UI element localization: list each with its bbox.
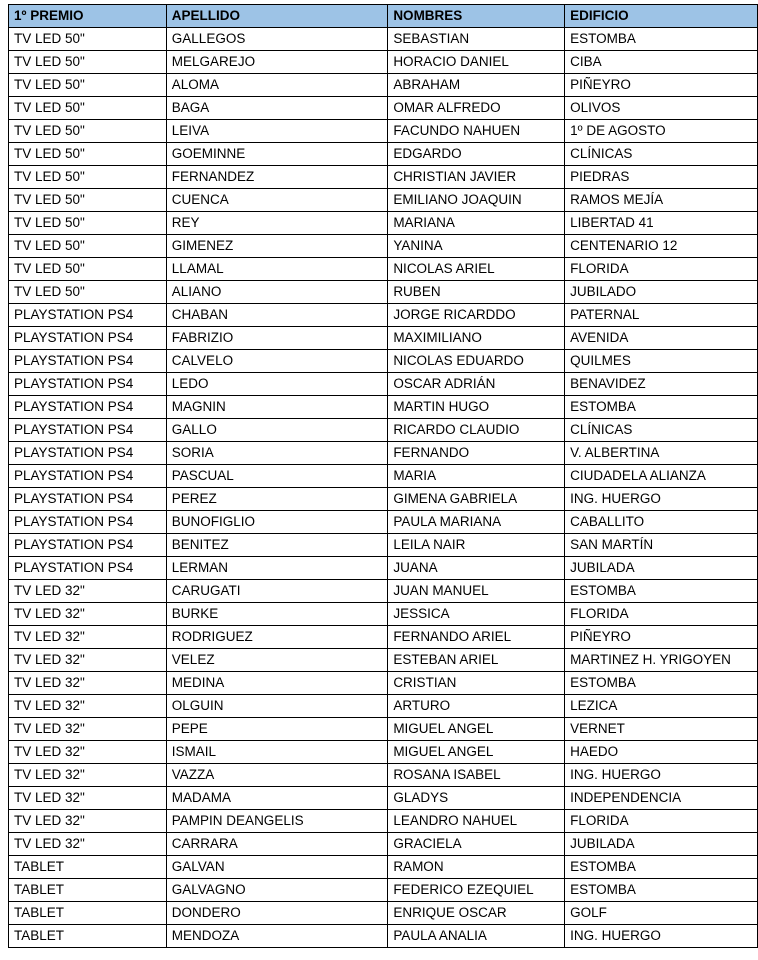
table-row (9, 603, 758, 626)
table-row (9, 925, 758, 948)
apellido-cell: ALOMA (166, 74, 388, 97)
edificio-cell: FLORIDA (565, 810, 758, 833)
nombres-cell: GIMENA GABRIELA (388, 488, 565, 511)
column-header-apellido: APELLIDO (166, 5, 388, 28)
edificio-cell: LEZICA (565, 695, 758, 718)
apellido-cell: CUENCA (166, 189, 388, 212)
edificio-cell: PIÑEYRO (565, 74, 758, 97)
apellido-cell: PASCUAL (166, 465, 388, 488)
edificio-cell: FLORIDA (565, 258, 758, 281)
apellido-cell: CARRARA (166, 833, 388, 856)
table-row (9, 787, 758, 810)
apellido-cell: FERNANDEZ (166, 166, 388, 189)
premio-cell: PLAYSTATION PS4 (9, 488, 167, 511)
apellido-cell: PEPE (166, 718, 388, 741)
nombres-cell: RAMON (388, 856, 565, 879)
column-header-edificio: EDIFICIO (565, 5, 758, 28)
apellido-cell: LERMAN (166, 557, 388, 580)
apellido-cell: SORIA (166, 442, 388, 465)
table-row (9, 189, 758, 212)
table-row (9, 166, 758, 189)
table-row (9, 235, 758, 258)
premio-cell: PLAYSTATION PS4 (9, 396, 167, 419)
column-header-nombres: NOMBRES (388, 5, 565, 28)
nombres-cell: PAULA ANALIA (388, 925, 565, 948)
table-row (9, 626, 758, 649)
table-body (9, 28, 758, 948)
nombres-cell: MAXIMILIANO (388, 327, 565, 350)
apellido-cell: MELGAREJO (166, 51, 388, 74)
edificio-cell: GOLF (565, 902, 758, 925)
premio-cell: TV LED 32" (9, 603, 167, 626)
table-row (9, 120, 758, 143)
edificio-cell: LIBERTAD 41 (565, 212, 758, 235)
nombres-cell: CRISTIAN (388, 672, 565, 695)
premio-cell: TV LED 32" (9, 787, 167, 810)
apellido-cell: ISMAIL (166, 741, 388, 764)
edificio-cell: RAMOS MEJÍA (565, 189, 758, 212)
edificio-cell: JUBILADA (565, 833, 758, 856)
edificio-cell: ESTOMBA (565, 396, 758, 419)
apellido-cell: OLGUIN (166, 695, 388, 718)
nombres-cell: CHRISTIAN JAVIER (388, 166, 565, 189)
nombres-cell: JUAN MANUEL (388, 580, 565, 603)
column-header-premio: 1º PREMIO (9, 5, 167, 28)
nombres-cell: MARIANA (388, 212, 565, 235)
table-row (9, 327, 758, 350)
edificio-cell: VERNET (565, 718, 758, 741)
premio-cell: TV LED 32" (9, 580, 167, 603)
premio-cell: TV LED 32" (9, 833, 167, 856)
nombres-cell: GLADYS (388, 787, 565, 810)
premio-cell: PLAYSTATION PS4 (9, 327, 167, 350)
premio-cell: TV LED 32" (9, 810, 167, 833)
apellido-cell: MADAMA (166, 787, 388, 810)
apellido-cell: GALLO (166, 419, 388, 442)
nombres-cell: YANINA (388, 235, 565, 258)
header-row (9, 5, 758, 28)
nombres-cell: LEANDRO NAHUEL (388, 810, 565, 833)
edificio-cell: CENTENARIO 12 (565, 235, 758, 258)
table-row (9, 281, 758, 304)
premio-cell: TV LED 50" (9, 28, 167, 51)
nombres-cell: ROSANA ISABEL (388, 764, 565, 787)
edificio-cell: 1º DE AGOSTO (565, 120, 758, 143)
nombres-cell: FACUNDO NAHUEN (388, 120, 565, 143)
table-row (9, 465, 758, 488)
edificio-cell: BENAVIDEZ (565, 373, 758, 396)
edificio-cell: PIEDRAS (565, 166, 758, 189)
table-header (9, 5, 758, 28)
premio-cell: PLAYSTATION PS4 (9, 350, 167, 373)
nombres-cell: FEDERICO EZEQUIEL (388, 879, 565, 902)
apellido-cell: LLAMAL (166, 258, 388, 281)
edificio-cell: ESTOMBA (565, 28, 758, 51)
table-row (9, 28, 758, 51)
apellido-cell: ALIANO (166, 281, 388, 304)
edificio-cell: INDEPENDENCIA (565, 787, 758, 810)
edificio-cell: JUBILADO (565, 281, 758, 304)
premio-cell: TABLET (9, 856, 167, 879)
table-row (9, 97, 758, 120)
edificio-cell: ING. HUERGO (565, 488, 758, 511)
apellido-cell: MAGNIN (166, 396, 388, 419)
premio-cell: TABLET (9, 925, 167, 948)
nombres-cell: MIGUEL ANGEL (388, 741, 565, 764)
premio-cell: TV LED 50" (9, 189, 167, 212)
nombres-cell: MARTIN HUGO (388, 396, 565, 419)
apellido-cell: LEDO (166, 373, 388, 396)
apellido-cell: GALVAN (166, 856, 388, 879)
nombres-cell: JUANA (388, 557, 565, 580)
nombres-cell: JORGE RICARDDO (388, 304, 565, 327)
edificio-cell: PATERNAL (565, 304, 758, 327)
edificio-cell: ESTOMBA (565, 580, 758, 603)
premio-cell: PLAYSTATION PS4 (9, 419, 167, 442)
table-row (9, 511, 758, 534)
table-row (9, 396, 758, 419)
edificio-cell: AVENIDA (565, 327, 758, 350)
premio-cell: PLAYSTATION PS4 (9, 373, 167, 396)
apellido-cell: VAZZA (166, 764, 388, 787)
premio-cell: PLAYSTATION PS4 (9, 465, 167, 488)
premio-cell: PLAYSTATION PS4 (9, 511, 167, 534)
table-row (9, 442, 758, 465)
premio-cell: TV LED 50" (9, 120, 167, 143)
table-row (9, 212, 758, 235)
premio-cell: TV LED 32" (9, 718, 167, 741)
premio-cell: TV LED 50" (9, 74, 167, 97)
nombres-cell: LEILA NAIR (388, 534, 565, 557)
premio-cell: TV LED 50" (9, 97, 167, 120)
premio-cell: PLAYSTATION PS4 (9, 534, 167, 557)
nombres-cell: EMILIANO JOAQUIN (388, 189, 565, 212)
nombres-cell: ARTURO (388, 695, 565, 718)
edificio-cell: ING. HUERGO (565, 925, 758, 948)
table-row (9, 741, 758, 764)
apellido-cell: VELEZ (166, 649, 388, 672)
edificio-cell: CIUDADELA ALIANZA (565, 465, 758, 488)
table-row (9, 304, 758, 327)
edificio-cell: CLÍNICAS (565, 143, 758, 166)
nombres-cell: ESTEBAN ARIEL (388, 649, 565, 672)
apellido-cell: RODRIGUEZ (166, 626, 388, 649)
premio-cell: TV LED 50" (9, 143, 167, 166)
nombres-cell: MIGUEL ANGEL (388, 718, 565, 741)
prize-winners-table (8, 4, 758, 948)
nombres-cell: HORACIO DANIEL (388, 51, 565, 74)
table-row (9, 74, 758, 97)
nombres-cell: ENRIQUE OSCAR (388, 902, 565, 925)
table-row (9, 649, 758, 672)
edificio-cell: ING. HUERGO (565, 764, 758, 787)
premio-cell: TABLET (9, 902, 167, 925)
nombres-cell: OMAR ALFREDO (388, 97, 565, 120)
apellido-cell: BURKE (166, 603, 388, 626)
premio-cell: TV LED 32" (9, 695, 167, 718)
apellido-cell: PEREZ (166, 488, 388, 511)
nombres-cell: NICOLAS ARIEL (388, 258, 565, 281)
edificio-cell: MARTINEZ H. YRIGOYEN (565, 649, 758, 672)
apellido-cell: PAMPIN DEANGELIS (166, 810, 388, 833)
premio-cell: TV LED 50" (9, 212, 167, 235)
premio-cell: PLAYSTATION PS4 (9, 304, 167, 327)
edificio-cell: QUILMES (565, 350, 758, 373)
table-row (9, 557, 758, 580)
table-row (9, 856, 758, 879)
apellido-cell: GALLEGOS (166, 28, 388, 51)
nombres-cell: FERNANDO ARIEL (388, 626, 565, 649)
premio-cell: PLAYSTATION PS4 (9, 442, 167, 465)
apellido-cell: GIMENEZ (166, 235, 388, 258)
table-row (9, 718, 758, 741)
premio-cell: TV LED 32" (9, 649, 167, 672)
table-row (9, 534, 758, 557)
premio-cell: TV LED 32" (9, 626, 167, 649)
edificio-cell: CIBA (565, 51, 758, 74)
premio-cell: TV LED 50" (9, 258, 167, 281)
apellido-cell: BAGA (166, 97, 388, 120)
table-row (9, 879, 758, 902)
table-row (9, 143, 758, 166)
apellido-cell: DONDERO (166, 902, 388, 925)
table-row (9, 373, 758, 396)
nombres-cell: ABRAHAM (388, 74, 565, 97)
table-row (9, 258, 758, 281)
nombres-cell: GRACIELA (388, 833, 565, 856)
apellido-cell: MEDINA (166, 672, 388, 695)
apellido-cell: FABRIZIO (166, 327, 388, 350)
table-row (9, 764, 758, 787)
premio-cell: TV LED 32" (9, 764, 167, 787)
table-row (9, 833, 758, 856)
nombres-cell: SEBASTIAN (388, 28, 565, 51)
edificio-cell: HAEDO (565, 741, 758, 764)
table-row (9, 810, 758, 833)
premio-cell: TABLET (9, 879, 167, 902)
table-row (9, 488, 758, 511)
premio-cell: TV LED 50" (9, 51, 167, 74)
premio-cell: TV LED 50" (9, 235, 167, 258)
premio-cell: TV LED 32" (9, 672, 167, 695)
edificio-cell: ESTOMBA (565, 856, 758, 879)
edificio-cell: CLÍNICAS (565, 419, 758, 442)
table-row (9, 350, 758, 373)
edificio-cell: SAN MARTÍN (565, 534, 758, 557)
nombres-cell: FERNANDO (388, 442, 565, 465)
edificio-cell: ESTOMBA (565, 879, 758, 902)
apellido-cell: MENDOZA (166, 925, 388, 948)
edificio-cell: CABALLITO (565, 511, 758, 534)
edificio-cell: JUBILADA (565, 557, 758, 580)
nombres-cell: RUBEN (388, 281, 565, 304)
nombres-cell: RICARDO CLAUDIO (388, 419, 565, 442)
table-row (9, 695, 758, 718)
nombres-cell: MARIA (388, 465, 565, 488)
edificio-cell: ESTOMBA (565, 672, 758, 695)
premio-cell: TV LED 50" (9, 281, 167, 304)
table-row (9, 580, 758, 603)
edificio-cell: PIÑEYRO (565, 626, 758, 649)
nombres-cell: OSCAR ADRIÁN (388, 373, 565, 396)
table-row (9, 672, 758, 695)
apellido-cell: CARUGATI (166, 580, 388, 603)
apellido-cell: LEIVA (166, 120, 388, 143)
edificio-cell: OLIVOS (565, 97, 758, 120)
premio-cell: PLAYSTATION PS4 (9, 557, 167, 580)
nombres-cell: NICOLAS EDUARDO (388, 350, 565, 373)
premio-cell: TV LED 50" (9, 166, 167, 189)
apellido-cell: BENITEZ (166, 534, 388, 557)
apellido-cell: GOEMINNE (166, 143, 388, 166)
nombres-cell: PAULA MARIANA (388, 511, 565, 534)
apellido-cell: REY (166, 212, 388, 235)
table-row (9, 51, 758, 74)
nombres-cell: JESSICA (388, 603, 565, 626)
table-row (9, 419, 758, 442)
apellido-cell: CHABAN (166, 304, 388, 327)
edificio-cell: V. ALBERTINA (565, 442, 758, 465)
edificio-cell: FLORIDA (565, 603, 758, 626)
nombres-cell: EDGARDO (388, 143, 565, 166)
apellido-cell: GALVAGNO (166, 879, 388, 902)
apellido-cell: CALVELO (166, 350, 388, 373)
table-row (9, 902, 758, 925)
premio-cell: TV LED 32" (9, 741, 167, 764)
apellido-cell: BUNOFIGLIO (166, 511, 388, 534)
